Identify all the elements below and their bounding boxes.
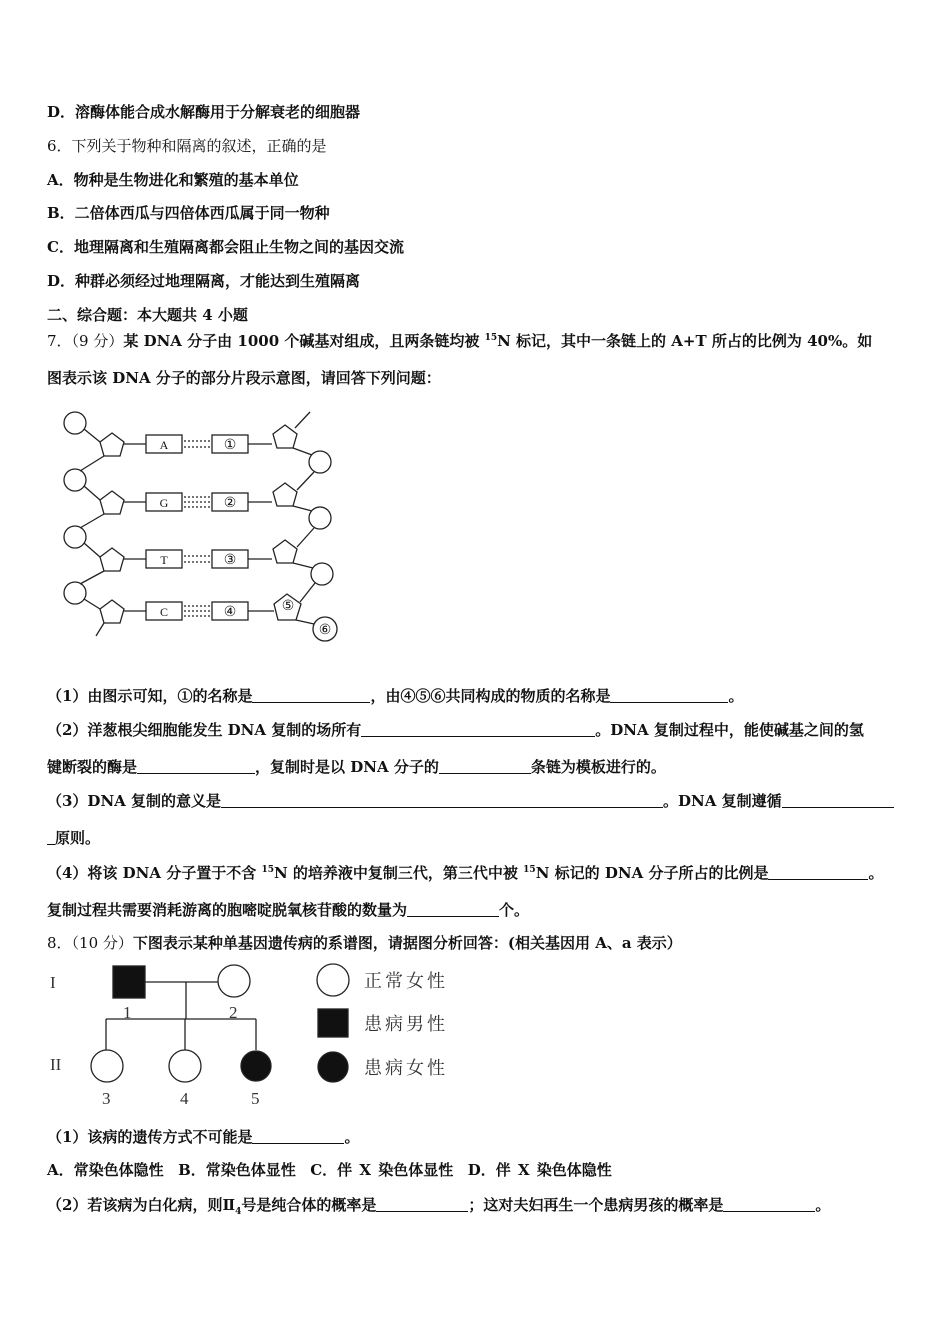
q8-option-a: A．常染色体隐性	[47, 1161, 164, 1179]
base-pairs	[146, 435, 274, 620]
q7-sub3	[47, 791, 894, 811]
q7-sub3-line2	[47, 828, 100, 848]
answer-blank[interactable]	[610, 688, 728, 703]
id-3: 3	[102, 1089, 111, 1108]
q7-sub3-c: 原则。	[55, 829, 101, 847]
legend-affected-male: 患病男性	[364, 1014, 448, 1034]
answer-blank[interactable]	[768, 865, 868, 880]
q7-sub1-b: ，由④⑤⑥共同构成的物质的名称是	[370, 687, 611, 705]
sup-15: 15	[523, 865, 536, 875]
q8-sub2-b: 号是纯合体的概率是	[241, 1196, 377, 1214]
q7-sub3-b: 。DNA 复制遵循	[663, 792, 782, 810]
label-1: ①	[223, 438, 237, 453]
legend-normal-female: 正常女性	[364, 971, 448, 991]
q7-sub1-c: 。	[728, 687, 744, 705]
q8-sub2-d: 。	[815, 1196, 831, 1214]
id-1: 1	[123, 1003, 132, 1022]
answer-blank[interactable]	[252, 688, 370, 703]
q7-sub4-e: 复制过程共需要消耗游离的胞嘧啶脱氧核苷酸的数量为	[47, 901, 408, 919]
q7-sub2-a: （2）洋葱根尖细胞能发生 DNA 复制的场所有	[47, 721, 362, 739]
answer-blank[interactable]	[407, 902, 499, 917]
q7-sup: 15	[484, 333, 498, 343]
q8-stem	[47, 933, 682, 953]
answer-blank[interactable]	[361, 722, 595, 737]
base-g: G	[159, 496, 169, 510]
q6-stem	[47, 136, 327, 156]
q7-sub4-c: N 标记的 DNA 分子所占的比例是	[535, 864, 769, 882]
q6-option-b: B．二倍体西瓜与四倍体西瓜属于同一物种	[47, 204, 330, 222]
label-2: ②	[223, 496, 237, 511]
dna-diagram	[40, 400, 360, 650]
q5-option-d: D．溶酶体能合成水解酶用于分解衰老的细胞器	[47, 103, 361, 121]
q7-sub3-a: （3）DNA 复制的意义是	[47, 792, 222, 810]
legend-normal-female-icon	[317, 964, 349, 996]
base-c: C	[159, 605, 169, 619]
individual-2	[218, 965, 250, 997]
label-6: ⑥	[318, 623, 332, 638]
q8-sub1-a: （1）该病的遗传方式不可能是	[47, 1128, 253, 1146]
legend-affected-female: 患病女性	[364, 1058, 448, 1078]
q7-stem-a: 某 DNA 分子由 1000 个碱基对组成，且两条链均被	[123, 332, 485, 350]
base-t: T	[160, 553, 168, 567]
pedigree-chart	[40, 955, 480, 1115]
answer-blank[interactable]	[221, 793, 663, 808]
q7-stem-b: N 标记，其中一条链上的 A+T 所占的比例为 40%。如	[497, 332, 873, 350]
section-heading: 二、综合题：本大题共 4 小题	[47, 306, 248, 324]
q7-stem	[47, 331, 872, 351]
id-4: 4	[180, 1089, 189, 1108]
answer-blank[interactable]	[376, 1197, 468, 1212]
q7-sub2-b: 。DNA 复制过程中，能使碱基之间的氢	[595, 721, 864, 739]
q7-sub2	[47, 720, 864, 740]
q7-sub4-b: N 的培养液中复制三代，第三代中被	[274, 864, 524, 882]
q7-sub2-e: 条链为模板进行的。	[530, 758, 666, 776]
sup-15: 15	[261, 865, 274, 875]
q7-sub4-d: 。	[868, 864, 884, 882]
individual-3	[91, 1050, 123, 1082]
answer-blank[interactable]	[137, 759, 255, 774]
q8-sub1	[47, 1127, 359, 1147]
base-a: A	[159, 438, 169, 452]
q8-sub2-c: ；这对夫妇再生一个患病男孩的概率是	[468, 1196, 724, 1214]
q8-sub2	[47, 1195, 830, 1222]
q7-sub2-line2	[47, 757, 666, 777]
q6-option-c: C．地理隔离和生殖隔离都会阻止生物之间的基因交流	[47, 238, 404, 256]
q8-number: 8．（10 分）	[47, 934, 133, 952]
q8-sub2-subscript: 4	[235, 1207, 242, 1217]
left-strand	[64, 412, 146, 636]
q8-option-b: B．常染色体显性	[178, 1161, 296, 1179]
q8-option-c: C．伴 X 染色体显性	[310, 1161, 454, 1179]
individual-1	[113, 966, 145, 998]
answer-blank[interactable]	[723, 1197, 815, 1212]
q7-sub4	[47, 863, 883, 883]
q7-stem-line2: 图表示该 DNA 分子的部分片段示意图，请回答下列问题：	[47, 369, 441, 387]
legend-affected-female-icon	[318, 1052, 348, 1082]
q6-stem-text: 6．下列关于物种和隔离的叙述，正确的是	[47, 137, 327, 155]
label-3: ③	[223, 553, 237, 568]
q8-sub1-b: 。	[344, 1128, 360, 1146]
q7-sub2-d: ，复制时是以 DNA 分子的	[255, 758, 439, 776]
q7-sub1-a: （1）由图示可知，①的名称是	[47, 687, 253, 705]
q7-sub4-a: （4）将该 DNA 分子置于不含	[47, 864, 262, 882]
id-2: 2	[229, 1003, 238, 1022]
answer-blank[interactable]	[782, 793, 894, 808]
individual-5	[241, 1051, 271, 1081]
q6-option-a: A．物种是生物进化和繁殖的基本单位	[47, 171, 299, 189]
label-5: ⑤	[281, 599, 295, 614]
q8-options	[47, 1160, 612, 1180]
generation-2: II	[50, 1055, 62, 1074]
label-4: ④	[223, 605, 237, 620]
answer-blank[interactable]	[47, 830, 55, 845]
legend-affected-male-icon	[318, 1009, 348, 1037]
id-5: 5	[251, 1089, 260, 1108]
q7-sub2-c: 键断裂的酶是	[47, 758, 138, 776]
q8-stem-text: 下图表示某种单基因遗传病的系谱图，请据图分析回答：(相关基因用 A、a 表示）	[132, 934, 682, 952]
q7-sub4-line2	[47, 900, 529, 920]
q7-sub4-f: 个。	[499, 901, 530, 919]
q8-sub2-a: （2）若该病为白化病，则Ⅱ	[47, 1196, 236, 1214]
q7-number: 7．（9 分）	[47, 332, 124, 350]
answer-blank[interactable]	[252, 1129, 344, 1144]
q6-option-d: D．种群必须经过地理隔离，才能达到生殖隔离	[47, 272, 361, 290]
q7-sub1	[47, 686, 743, 706]
answer-blank[interactable]	[439, 759, 531, 774]
q8-option-d: D．伴 X 染色体隐性	[467, 1161, 612, 1179]
generation-1: I	[50, 973, 56, 992]
individual-4	[169, 1050, 201, 1082]
